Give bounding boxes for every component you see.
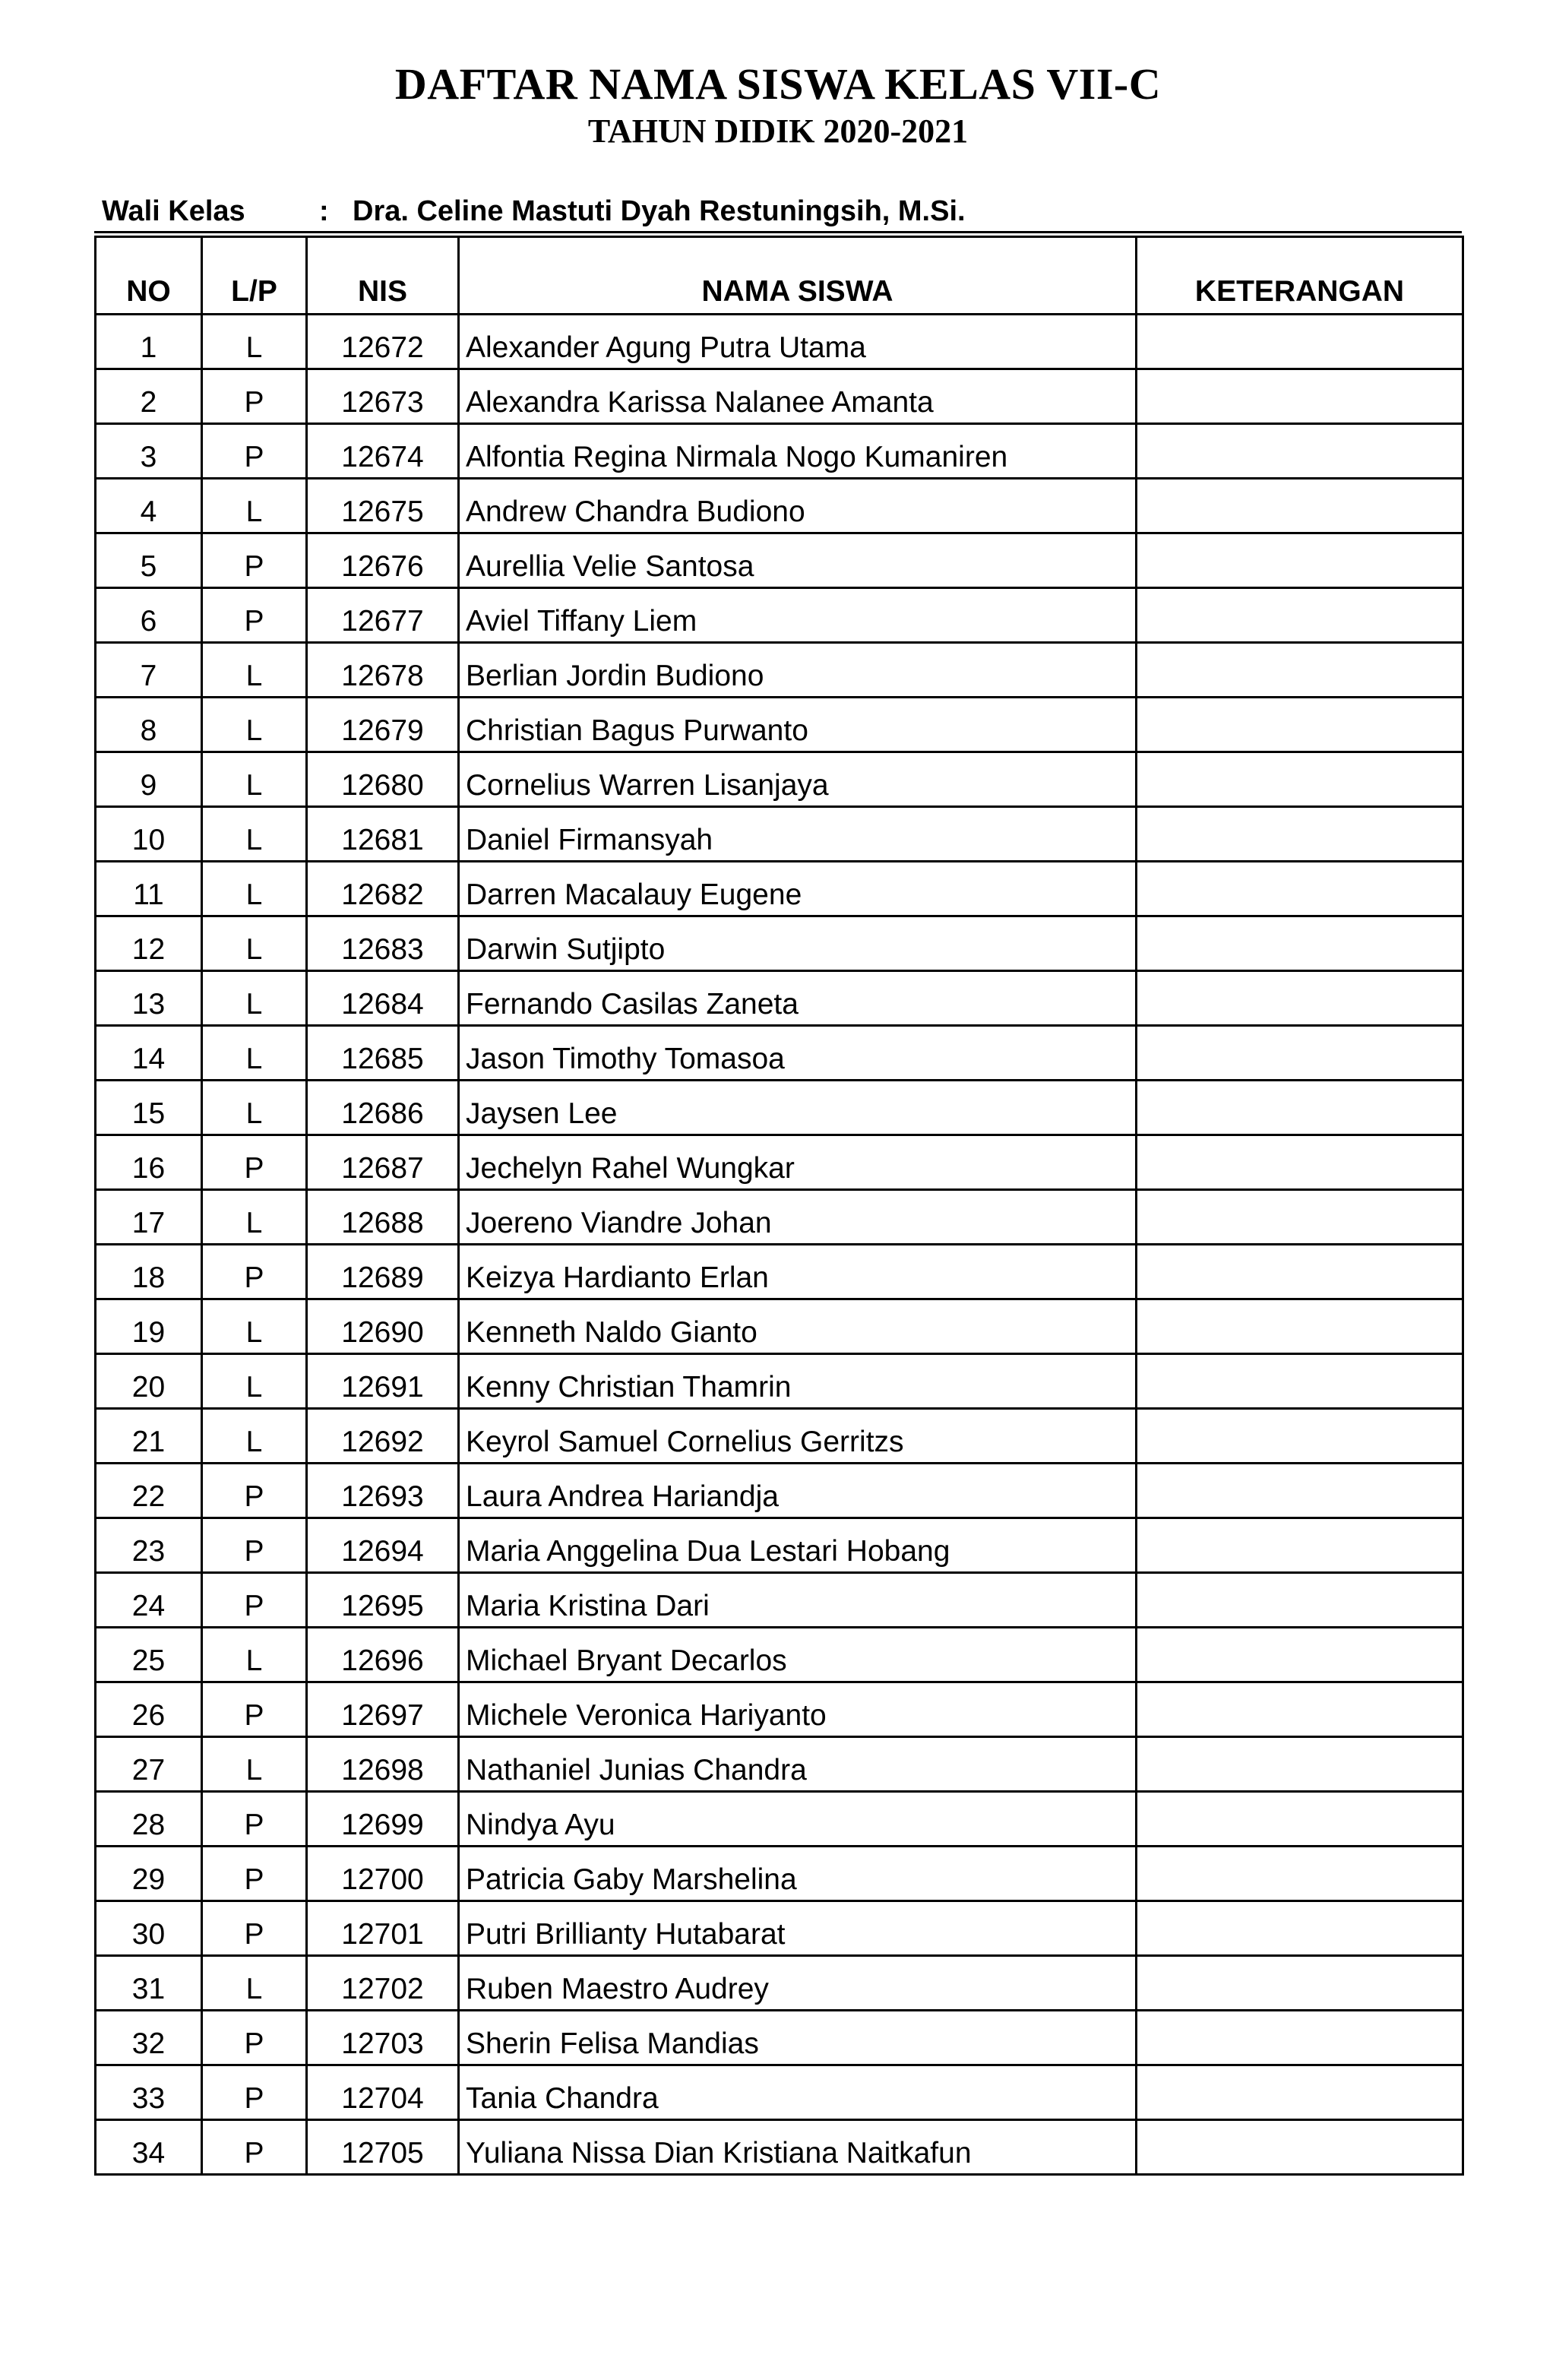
- cell-gender: L: [202, 1737, 307, 1792]
- cell-notes: [1137, 588, 1463, 643]
- cell-no: 27: [96, 1737, 202, 1792]
- cell-notes: [1137, 1682, 1463, 1737]
- cell-student-name: Ruben Maestro Audrey: [459, 1956, 1137, 2011]
- cell-no: 26: [96, 1682, 202, 1737]
- cell-student-name: Aviel Tiffany Liem: [459, 588, 1137, 643]
- cell-gender: L: [202, 1081, 307, 1135]
- table-row: [96, 1354, 1463, 1409]
- cell-gender: L: [202, 1026, 307, 1081]
- homeroom-teacher-colon: :: [319, 195, 329, 227]
- cell-student-name: Keizya Hardianto Erlan: [459, 1245, 1137, 1299]
- cell-no: 21: [96, 1409, 202, 1464]
- cell-gender: P: [202, 2011, 307, 2065]
- cell-gender: L: [202, 862, 307, 916]
- cell-gender: L: [202, 1190, 307, 1245]
- cell-nis: 12691: [307, 1354, 459, 1409]
- column-header-student-name: NAMA SISWA: [459, 237, 1137, 315]
- cell-notes: [1137, 1847, 1463, 1901]
- cell-student-name: Alexander Agung Putra Utama: [459, 315, 1137, 369]
- cell-student-name: Joereno Viandre Johan: [459, 1190, 1137, 1245]
- cell-student-name: Cornelius Warren Lisanjaya: [459, 752, 1137, 807]
- cell-notes: [1137, 424, 1463, 479]
- cell-nis: 12690: [307, 1299, 459, 1354]
- table-row: [96, 698, 1463, 752]
- table-row: [96, 1299, 1463, 1354]
- cell-nis: 12673: [307, 369, 459, 424]
- cell-notes: [1137, 971, 1463, 1026]
- cell-notes: [1137, 1190, 1463, 1245]
- cell-nis: 12675: [307, 479, 459, 533]
- cell-no: 5: [96, 533, 202, 588]
- table-row: [96, 1135, 1463, 1190]
- cell-notes: [1137, 1245, 1463, 1299]
- cell-gender: P: [202, 424, 307, 479]
- cell-gender: L: [202, 971, 307, 1026]
- cell-student-name: Darren Macalauy Eugene: [459, 862, 1137, 916]
- homeroom-teacher-label: Wali Kelas: [102, 195, 245, 227]
- column-header-no: NO: [96, 237, 202, 315]
- cell-no: 17: [96, 1190, 202, 1245]
- table-row: [96, 1737, 1463, 1792]
- cell-student-name: Putri Brillianty Hutabarat: [459, 1901, 1137, 1956]
- cell-notes: [1137, 2011, 1463, 2065]
- cell-student-name: Aurellia Velie Santosa: [459, 533, 1137, 588]
- cell-nis: 12679: [307, 698, 459, 752]
- cell-gender: P: [202, 1135, 307, 1190]
- cell-gender: L: [202, 479, 307, 533]
- cell-no: 25: [96, 1628, 202, 1682]
- page-subtitle: TAHUN DIDIK 2020-2021: [587, 112, 969, 150]
- cell-nis: 12684: [307, 971, 459, 1026]
- cell-notes: [1137, 2065, 1463, 2120]
- cell-nis: 12698: [307, 1737, 459, 1792]
- cell-no: 12: [96, 916, 202, 971]
- cell-no: 28: [96, 1792, 202, 1847]
- cell-notes: [1137, 1628, 1463, 1682]
- cell-student-name: Jason Timothy Tomasoa: [459, 1026, 1137, 1081]
- cell-no: 22: [96, 1464, 202, 1518]
- table-row: [96, 643, 1463, 698]
- cell-notes: [1137, 1518, 1463, 1573]
- cell-nis: 12683: [307, 916, 459, 971]
- cell-nis: 12686: [307, 1081, 459, 1135]
- table-row: [96, 862, 1463, 916]
- cell-nis: 12694: [307, 1518, 459, 1573]
- column-header-nis: NIS: [307, 237, 459, 315]
- cell-notes: [1137, 479, 1463, 533]
- cell-student-name: Kenny Christian Thamrin: [459, 1354, 1137, 1409]
- cell-student-name: Sherin Felisa Mandias: [459, 2011, 1137, 2065]
- cell-nis: 12705: [307, 2120, 459, 2175]
- table-row: [96, 1081, 1463, 1135]
- cell-student-name: Michele Veronica Hariyanto: [459, 1682, 1137, 1737]
- cell-nis: 12676: [307, 533, 459, 588]
- table-header-row: [96, 237, 1463, 315]
- cell-notes: [1137, 315, 1463, 369]
- cell-nis: 12692: [307, 1409, 459, 1464]
- cell-no: 1: [96, 315, 202, 369]
- cell-gender: P: [202, 1682, 307, 1737]
- cell-no: 18: [96, 1245, 202, 1299]
- table-row: [96, 971, 1463, 1026]
- cell-no: 7: [96, 643, 202, 698]
- table-row: [96, 533, 1463, 588]
- cell-notes: [1137, 643, 1463, 698]
- cell-student-name: Christian Bagus Purwanto: [459, 698, 1137, 752]
- table-row: [96, 1409, 1463, 1464]
- cell-no: 24: [96, 1573, 202, 1628]
- cell-no: 8: [96, 698, 202, 752]
- cell-gender: L: [202, 1299, 307, 1354]
- cell-no: 10: [96, 807, 202, 862]
- cell-nis: 12681: [307, 807, 459, 862]
- table-row: [96, 1026, 1463, 1081]
- cell-notes: [1137, 1737, 1463, 1792]
- cell-notes: [1137, 1354, 1463, 1409]
- cell-nis: 12685: [307, 1026, 459, 1081]
- table-row: [96, 1245, 1463, 1299]
- table-row: [96, 588, 1463, 643]
- cell-student-name: Kenneth Naldo Gianto: [459, 1299, 1137, 1354]
- cell-nis: 12680: [307, 752, 459, 807]
- cell-no: 9: [96, 752, 202, 807]
- cell-gender: L: [202, 1956, 307, 2011]
- table-row: [96, 1847, 1463, 1901]
- table-row: [96, 1573, 1463, 1628]
- column-header-gender: L/P: [202, 237, 307, 315]
- cell-notes: [1137, 752, 1463, 807]
- table-row: [96, 752, 1463, 807]
- cell-notes: [1137, 862, 1463, 916]
- cell-nis: 12695: [307, 1573, 459, 1628]
- cell-student-name: Patricia Gaby Marshelina: [459, 1847, 1137, 1901]
- cell-no: 31: [96, 1956, 202, 2011]
- cell-gender: P: [202, 2120, 307, 2175]
- cell-nis: 12697: [307, 1682, 459, 1737]
- cell-student-name: Laura Andrea Hariandja: [459, 1464, 1137, 1518]
- cell-student-name: Andrew Chandra Budiono: [459, 479, 1137, 533]
- cell-no: 3: [96, 424, 202, 479]
- cell-notes: [1137, 1026, 1463, 1081]
- table-row: [96, 1464, 1463, 1518]
- cell-no: 20: [96, 1354, 202, 1409]
- cell-nis: 12704: [307, 2065, 459, 2120]
- table-row: [96, 916, 1463, 971]
- cell-gender: P: [202, 2065, 307, 2120]
- cell-nis: 12699: [307, 1792, 459, 1847]
- cell-notes: [1137, 1409, 1463, 1464]
- cell-gender: L: [202, 1409, 307, 1464]
- cell-student-name: Maria Anggelina Dua Lestari Hobang: [459, 1518, 1137, 1573]
- cell-notes: [1137, 698, 1463, 752]
- cell-gender: P: [202, 1518, 307, 1573]
- cell-no: 29: [96, 1847, 202, 1901]
- table-row: [96, 2011, 1463, 2065]
- cell-nis: 12677: [307, 588, 459, 643]
- cell-no: 23: [96, 1518, 202, 1573]
- cell-no: 2: [96, 369, 202, 424]
- cell-nis: 12700: [307, 1847, 459, 1901]
- cell-student-name: Maria Kristina Dari: [459, 1573, 1137, 1628]
- cell-gender: L: [202, 315, 307, 369]
- cell-no: 4: [96, 479, 202, 533]
- cell-nis: 12693: [307, 1464, 459, 1518]
- cell-notes: [1137, 1901, 1463, 1956]
- cell-gender: P: [202, 369, 307, 424]
- cell-student-name: Alfontia Regina Nirmala Nogo Kumaniren: [459, 424, 1137, 479]
- cell-no: 34: [96, 2120, 202, 2175]
- cell-gender: P: [202, 1901, 307, 1956]
- cell-gender: L: [202, 1628, 307, 1682]
- table-row: [96, 1190, 1463, 1245]
- cell-gender: L: [202, 807, 307, 862]
- cell-nis: 12678: [307, 643, 459, 698]
- cell-gender: L: [202, 752, 307, 807]
- cell-student-name: Jaysen Lee: [459, 1081, 1137, 1135]
- cell-no: 32: [96, 2011, 202, 2065]
- cell-gender: P: [202, 1792, 307, 1847]
- cell-gender: P: [202, 1245, 307, 1299]
- cell-nis: 12674: [307, 424, 459, 479]
- cell-gender: P: [202, 1847, 307, 1901]
- cell-notes: [1137, 1573, 1463, 1628]
- cell-nis: 12688: [307, 1190, 459, 1245]
- cell-student-name: Darwin Sutjipto: [459, 916, 1137, 971]
- cell-gender: L: [202, 916, 307, 971]
- cell-student-name: Alexandra Karissa Nalanee Amanta: [459, 369, 1137, 424]
- cell-no: 15: [96, 1081, 202, 1135]
- table-row: [96, 479, 1463, 533]
- cell-gender: P: [202, 533, 307, 588]
- table-row: [96, 2065, 1463, 2120]
- cell-gender: L: [202, 1354, 307, 1409]
- cell-no: 13: [96, 971, 202, 1026]
- table-body: [96, 315, 1463, 2175]
- table-row: [96, 1792, 1463, 1847]
- cell-nis: 12672: [307, 315, 459, 369]
- cell-no: 19: [96, 1299, 202, 1354]
- cell-notes: [1137, 807, 1463, 862]
- page-title: DAFTAR NAMA SISWA KELAS VII-C: [394, 59, 1162, 109]
- cell-no: 33: [96, 2065, 202, 2120]
- student-roster-table: [94, 236, 1464, 2176]
- table-row: [96, 315, 1463, 369]
- cell-student-name: Tania Chandra: [459, 2065, 1137, 2120]
- cell-nis: 12687: [307, 1135, 459, 1190]
- cell-student-name: Michael Bryant Decarlos: [459, 1628, 1137, 1682]
- table-row: [96, 369, 1463, 424]
- cell-student-name: Jechelyn Rahel Wungkar: [459, 1135, 1137, 1190]
- cell-notes: [1137, 1464, 1463, 1518]
- cell-notes: [1137, 1135, 1463, 1190]
- cell-notes: [1137, 1956, 1463, 2011]
- cell-student-name: Keyrol Samuel Cornelius Gerritzs: [459, 1409, 1137, 1464]
- homeroom-teacher-name: Dra. Celine Mastuti Dyah Restuningsih, M.Si.: [353, 195, 966, 227]
- cell-student-name: Nindya Ayu: [459, 1792, 1137, 1847]
- cell-notes: [1137, 1792, 1463, 1847]
- cell-notes: [1137, 533, 1463, 588]
- table-row: [96, 1901, 1463, 1956]
- table-row: [96, 1628, 1463, 1682]
- table-row: [96, 1956, 1463, 2011]
- cell-nis: 12689: [307, 1245, 459, 1299]
- cell-nis: 12701: [307, 1901, 459, 1956]
- column-header-notes: KETERANGAN: [1137, 237, 1463, 315]
- cell-gender: P: [202, 1464, 307, 1518]
- table-row: [96, 1682, 1463, 1737]
- table-row: [96, 424, 1463, 479]
- cell-nis: 12703: [307, 2011, 459, 2065]
- table-row: [96, 2120, 1463, 2175]
- cell-nis: 12696: [307, 1628, 459, 1682]
- cell-no: 16: [96, 1135, 202, 1190]
- cell-nis: 12682: [307, 862, 459, 916]
- cell-notes: [1137, 2120, 1463, 2175]
- cell-notes: [1137, 369, 1463, 424]
- cell-gender: L: [202, 698, 307, 752]
- cell-student-name: Berlian Jordin Budiono: [459, 643, 1137, 698]
- cell-notes: [1137, 1081, 1463, 1135]
- cell-no: 11: [96, 862, 202, 916]
- table-row: [96, 1518, 1463, 1573]
- cell-no: 14: [96, 1026, 202, 1081]
- cell-notes: [1137, 1299, 1463, 1354]
- cell-no: 6: [96, 588, 202, 643]
- cell-gender: P: [202, 588, 307, 643]
- cell-student-name: Daniel Firmansyah: [459, 807, 1137, 862]
- cell-student-name: Yuliana Nissa Dian Kristiana Naitkafun: [459, 2120, 1137, 2175]
- cell-student-name: Nathaniel Junias Chandra: [459, 1737, 1137, 1792]
- table-row: [96, 807, 1463, 862]
- cell-no: 30: [96, 1901, 202, 1956]
- cell-notes: [1137, 916, 1463, 971]
- cell-nis: 12702: [307, 1956, 459, 2011]
- cell-gender: P: [202, 1573, 307, 1628]
- cell-gender: L: [202, 643, 307, 698]
- cell-student-name: Fernando Casilas Zaneta: [459, 971, 1137, 1026]
